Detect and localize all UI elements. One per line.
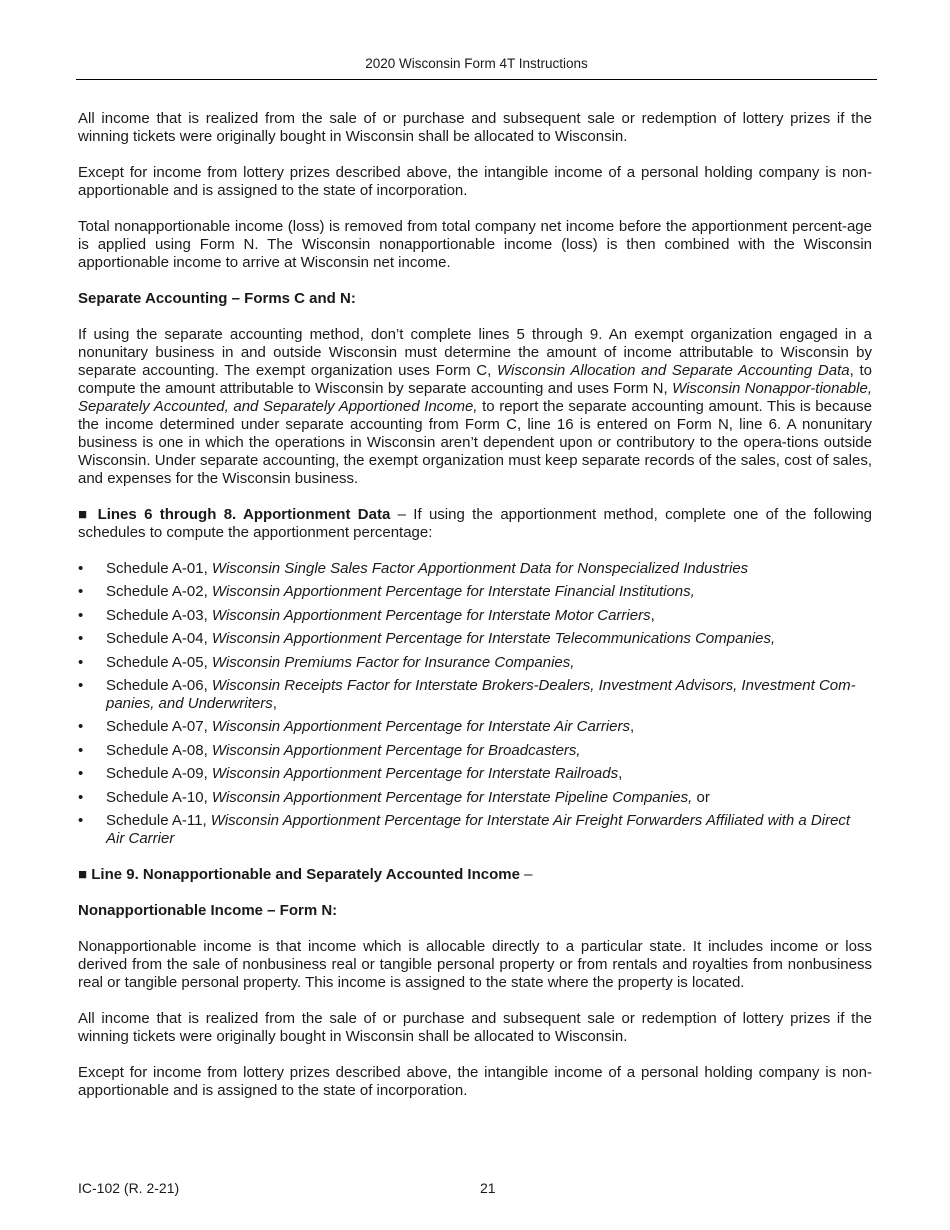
schedule-list bbox=[78, 560, 872, 848]
bullet-icon: • bbox=[78, 583, 84, 601]
schedule-title: Wisconsin Apportionment Percentage for Interstate Telecommunications Companies, bbox=[211, 630, 776, 648]
bullet-icon: • bbox=[78, 788, 84, 806]
schedule-item bbox=[78, 789, 872, 807]
schedule-item bbox=[78, 742, 872, 760]
bullet-icon: • bbox=[78, 718, 84, 736]
bullet-icon: • bbox=[78, 653, 84, 671]
schedule-item bbox=[78, 677, 872, 713]
form-n-title: Wisconsin Nonappor-tionable, Separately Accounted, and Separately Apportioned Income, bbox=[78, 380, 872, 415]
paragraph-lines-6-8 bbox=[78, 506, 872, 542]
footer-form-id: IC-102 (R. 2-21) bbox=[78, 1180, 180, 1196]
schedule-name: Schedule A-02, bbox=[106, 583, 212, 601]
schedule-suffix: , bbox=[272, 694, 277, 712]
schedule-name: Schedule A-11, bbox=[106, 811, 211, 829]
schedule-item bbox=[78, 654, 872, 672]
separate-accounting-text-2: , to compute the amount attributable to Wisconsin by separate accounting and uses Form N, bbox=[78, 362, 872, 397]
line-9-dash: – bbox=[519, 865, 533, 883]
schedule-item bbox=[78, 812, 872, 848]
schedule-title: Wisconsin Apportionment Percentage for Interstate Railroads bbox=[211, 765, 619, 783]
schedule-suffix: , bbox=[650, 606, 655, 624]
square-bullet-icon: ■ bbox=[78, 865, 88, 883]
paragraph-total-nonapportionable: Total nonapportionable income (loss) is removed from total company net income before the apportionment percent-age is applied using Form N. The Wisconsin nonapportionable income (loss) is then combined with the Wisconsin apportionable income to arrive at Wisconsin net income. bbox=[78, 218, 872, 271]
bullet-icon: • bbox=[78, 811, 84, 829]
schedule-name: Schedule A-04, bbox=[106, 630, 212, 648]
paragraph-nonapportionable-definition: Nonapportionable income is that income which is allocable directly to a particular state. It includes income or loss derived from the sale of nonbusiness real or tangible personal property or from rentals and royalties from nonbusiness real or tangible personal property. This income is assigned to the state where the property is located. bbox=[78, 937, 872, 991]
bullet-icon: • bbox=[78, 560, 84, 577]
schedule-name: Schedule A-03, bbox=[106, 606, 212, 624]
bullet-icon: • bbox=[78, 741, 84, 759]
schedule-name: Schedule A-07, bbox=[106, 718, 212, 736]
schedule-name: Schedule A-05, bbox=[106, 653, 212, 671]
schedule-item bbox=[78, 607, 872, 625]
schedule-suffix: , bbox=[618, 765, 623, 783]
schedule-title: Wisconsin Apportionment Percentage for Interstate Financial Institutions, bbox=[211, 583, 695, 601]
paragraph-separate-accounting bbox=[78, 326, 872, 488]
schedule-item bbox=[78, 560, 872, 578]
schedule-item bbox=[78, 718, 872, 736]
schedule-item bbox=[78, 765, 872, 783]
lines-6-8-text: – If using the apportionment method, complete one of the following schedules to compute the apportionment percentage: bbox=[78, 506, 873, 541]
schedule-suffix: , bbox=[630, 718, 635, 736]
bullet-icon: • bbox=[78, 765, 84, 783]
schedule-title: Wisconsin Single Sales Factor Apportionment Data for Nonspecialized Industries bbox=[211, 560, 749, 577]
paragraph-line-9 bbox=[78, 866, 872, 884]
bullet-icon: • bbox=[78, 676, 84, 694]
paragraph-intangible-income-repeat: Except for income from lottery prizes described above, the intangible income of a personal holding company is non-apportionable and is assigned to the state of incorporation. bbox=[78, 1063, 872, 1099]
schedule-name: Schedule A-06, bbox=[106, 676, 212, 694]
form-c-title: Wisconsin Allocation and Separate Accounting Data bbox=[497, 362, 850, 379]
schedule-title: Wisconsin Premiums Factor for Insurance Companies, bbox=[211, 653, 575, 671]
schedule-suffix: or bbox=[692, 788, 710, 806]
header-rule bbox=[76, 79, 877, 80]
separate-accounting-text-3: to report the separate accounting amount. This is because the income determined under separate accounting from Form C, line 16 is entered on Form N, line 6. A nonunitary business is one in which the operations in Wisconsin aren’t dependent upon or contributory to the opera-tions outside Wisconsin. Under separate accounting, the exempt organization must keep separate records of the sales, cost of sales, and expenses for the Wisconsin business. bbox=[78, 398, 872, 487]
heading-separate-accounting: Separate Accounting – Forms C and N: bbox=[78, 290, 356, 307]
paragraph-lottery-repeat: All income that is realized from the sale of or purchase and subsequent sale or redemption of lottery prizes if the winning tickets were originally bought in Wisconsin shall be allocated to Wisconsin. bbox=[78, 1009, 872, 1045]
bullet-icon: • bbox=[78, 606, 84, 624]
schedule-title: Wisconsin Receipts Factor for Interstate Brokers-Dealers, Investment Advisors, Investment Com-panies, and Underwriters bbox=[106, 676, 856, 712]
lines-6-8-heading: Lines 6 through 8. Apportionment Data bbox=[97, 506, 391, 523]
schedule-item bbox=[78, 583, 872, 601]
paragraph-intangible-income: Except for income from lottery prizes described above, the intangible income of a personal holding company is non-apportionable and is assigned to the state of incorporation. bbox=[78, 164, 872, 199]
separate-accounting-text-1: If using the separate accounting method, don’t complete lines 5 through 9. An exempt organization engaged in a nonunitary business in and outside Wisconsin must determine the amount of income attributable to Wisconsin by separate accounting. The exempt organization uses Form C, bbox=[78, 326, 872, 379]
schedule-title: Wisconsin Apportionment Percentage for Interstate Air Freight Forwarders Affiliated with a Direct Air Carrier bbox=[106, 811, 851, 847]
schedule-name: Schedule A-09, bbox=[106, 765, 212, 783]
paragraph-lottery: All income that is realized from the sale of or purchase and subsequent sale or redemption of lottery prizes if the winning tickets were originally bought in Wisconsin shall be allocated to Wisconsin. bbox=[78, 110, 872, 145]
schedule-title: Wisconsin Apportionment Percentage for Interstate Pipeline Companies, bbox=[211, 788, 693, 806]
schedule-title: Wisconsin Apportionment Percentage for Broadcasters, bbox=[211, 741, 581, 759]
schedule-title: Wisconsin Apportionment Percentage for Interstate Motor Carriers bbox=[211, 606, 651, 624]
bullet-icon: • bbox=[78, 630, 84, 648]
schedule-name: Schedule A-10, bbox=[106, 788, 212, 806]
schedule-name: Schedule A-01, bbox=[106, 560, 212, 577]
square-bullet-icon: ■ bbox=[78, 506, 91, 523]
schedule-item bbox=[78, 630, 872, 648]
line-9-heading: Line 9. Nonapportionable and Separately Accounted Income bbox=[91, 865, 520, 883]
heading-nonapportionable: Nonapportionable Income – Form N: bbox=[78, 901, 338, 919]
page-header-title: 2020 Wisconsin Form 4T Instructions bbox=[365, 56, 588, 71]
schedule-name: Schedule A-08, bbox=[106, 741, 212, 759]
page-body bbox=[78, 110, 872, 1118]
footer-page-number: 21 bbox=[480, 1180, 496, 1196]
schedule-title: Wisconsin Apportionment Percentage for Interstate Air Carriers bbox=[211, 718, 631, 736]
